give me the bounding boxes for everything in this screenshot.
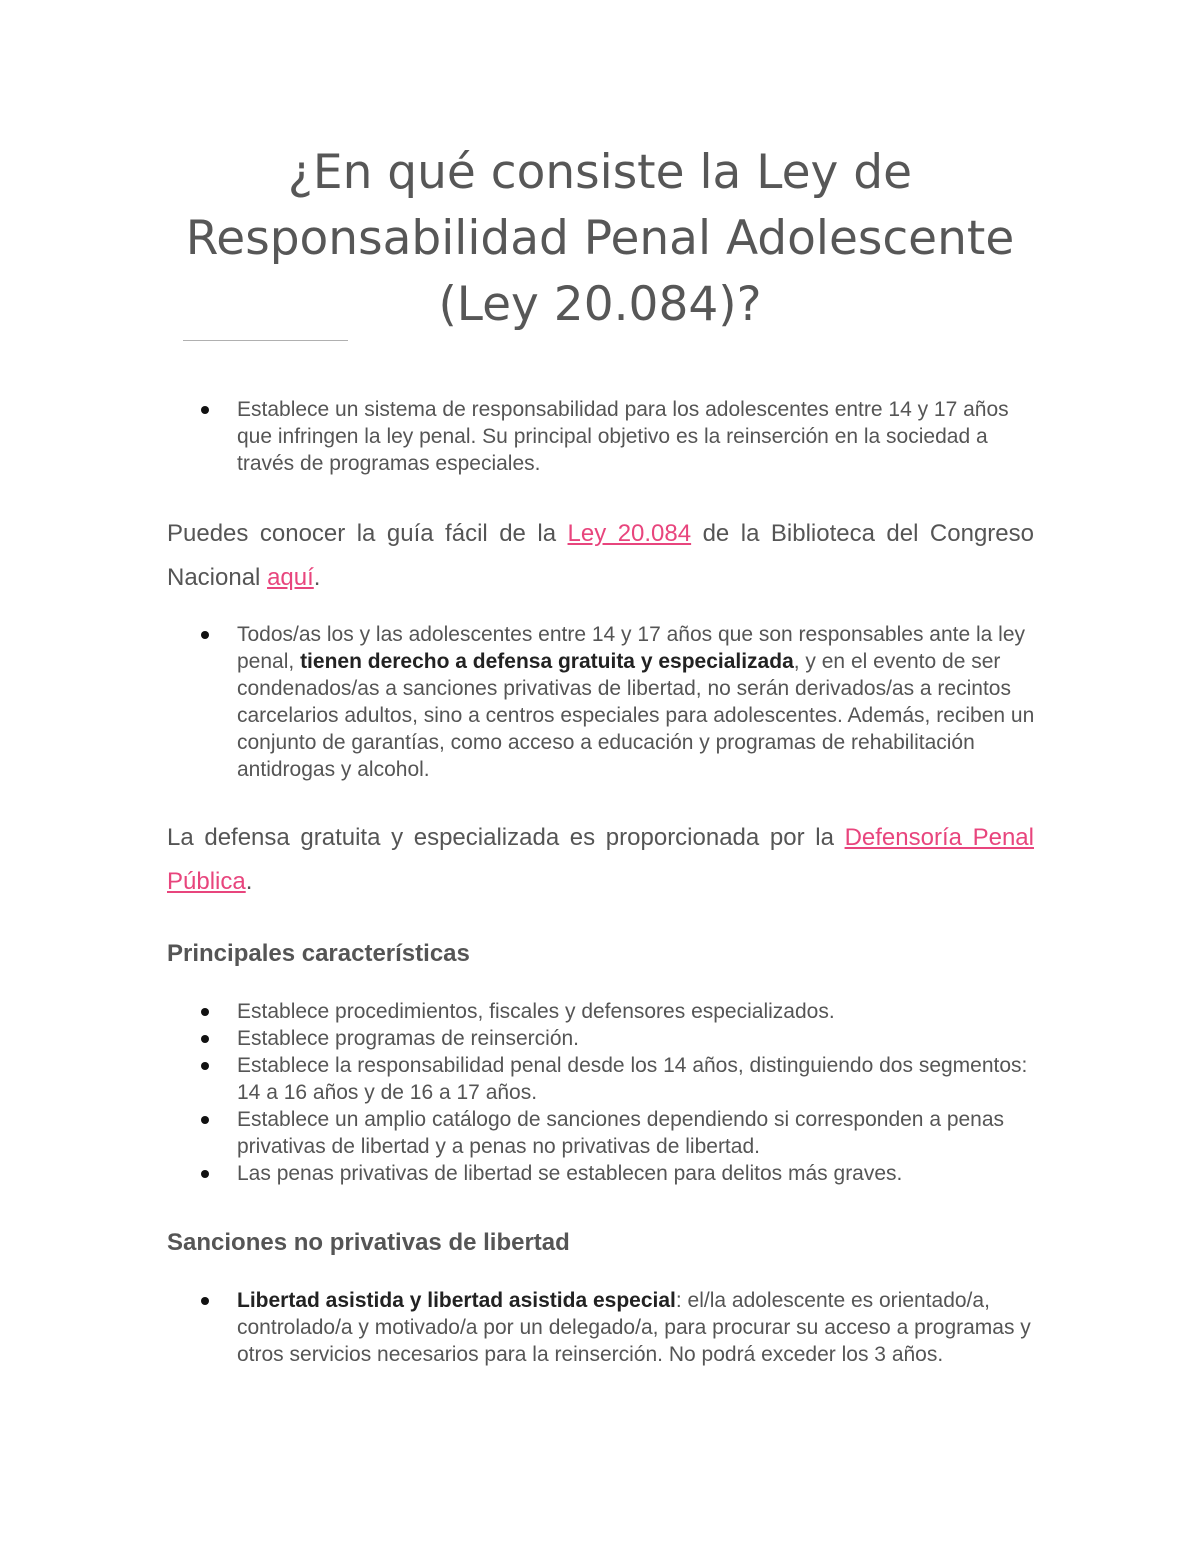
list-item xyxy=(0,1052,1037,1106)
list-item-text: Las penas privativas de libertad se establecen para delitos más graves. xyxy=(237,1162,903,1185)
list-item xyxy=(0,1287,1037,1368)
defensoria-link[interactable]: Defensoría Penal Pública xyxy=(167,824,1034,895)
list-item-text: Establece la responsabilidad penal desde los 14 años, distinguiendo dos segmentos: 14 a 16 años y de 16 a 17 años. xyxy=(237,1054,1028,1104)
sanciones-item-text: : el/la adolescente es orientado/a, controlado/a y motivado/a por un delegado/a, para procurar su acceso a programas y otros servicios necesarios para la reinserción. No podrá exceder los 3 años. xyxy=(237,1289,1031,1366)
bullet-icon xyxy=(201,1035,209,1043)
list-item xyxy=(0,1025,1037,1052)
intro-list xyxy=(0,396,1037,477)
bullet-icon xyxy=(201,1116,209,1124)
list-item xyxy=(0,1106,1037,1160)
guide-text-middle: de la Biblioteca del Congreso Nacional xyxy=(167,520,1034,591)
list-item-text: Establece un sistema de responsabilidad para los adolescentes entre 14 y 17 años que infringen la ley penal. Su principal objetivo es la reinserción en la sociedad a través de programas especiales. xyxy=(237,398,1009,475)
defense-text-end: . xyxy=(245,868,253,895)
bullet-icon xyxy=(201,1297,209,1305)
rights-text-bold: tienen derecho a defensa gratuita y especializada xyxy=(300,650,794,673)
list-item-text: Establece un amplio catálogo de sanciones dependiendo si corresponden a penas privativas de libertad y a penas no privativas de libertad. xyxy=(237,1108,1005,1158)
sanciones-item-bold: Libertad asistida y libertad asistida especial xyxy=(237,1289,676,1312)
guide-paragraph xyxy=(167,512,1034,600)
list-item xyxy=(0,396,1037,477)
rights-text-before: Todos/as los y las adolescentes entre 14 y 17 años que son responsables ante la ley penal, xyxy=(237,623,1026,673)
list-item xyxy=(0,621,1037,783)
page-title: ¿En qué consiste la Ley de Responsabilidad Penal Adolescente (Ley 20.084)? xyxy=(185,145,1015,332)
section-heading-caracteristicas: Principales características xyxy=(167,940,470,967)
section-heading-sanciones: Sanciones no privativas de libertad xyxy=(167,1229,570,1256)
defense-paragraph xyxy=(167,816,1034,904)
sanciones-list xyxy=(0,1287,1037,1368)
guide-text-end: . xyxy=(313,564,321,591)
title-underline-rule xyxy=(183,340,348,341)
list-item-text: Establece procedimientos, fiscales y defensores especializados. xyxy=(237,1000,835,1023)
guide-text-before: Puedes conocer la guía fácil de la xyxy=(167,520,568,547)
bullet-icon xyxy=(201,631,209,639)
ley-20084-link[interactable]: Ley 20.084 xyxy=(567,520,692,547)
defense-text-before: La defensa gratuita y especializada es proporcionada por la xyxy=(167,824,845,851)
list-item xyxy=(0,998,1037,1025)
list-item xyxy=(0,1160,1037,1187)
bullet-icon xyxy=(201,1008,209,1016)
list-item-text: Establece programas de reinserción. xyxy=(237,1027,580,1050)
bullet-icon xyxy=(201,1062,209,1070)
bullet-icon xyxy=(201,406,209,414)
aqui-link[interactable]: aquí xyxy=(267,564,314,591)
rights-list xyxy=(0,621,1037,783)
rights-text-after: , y en el evento de ser condenados/as a sanciones privativas de libertad, no serán derivados/as a recintos carcelarios adultos, sino a centros especiales para adolescentes. Además, reciben un conjunto de garantías, como acceso a educación y programas de rehabilitación antidrogas y alcohol. xyxy=(237,650,1035,781)
bullet-icon xyxy=(201,1170,209,1178)
caracteristicas-list xyxy=(0,998,1037,1187)
